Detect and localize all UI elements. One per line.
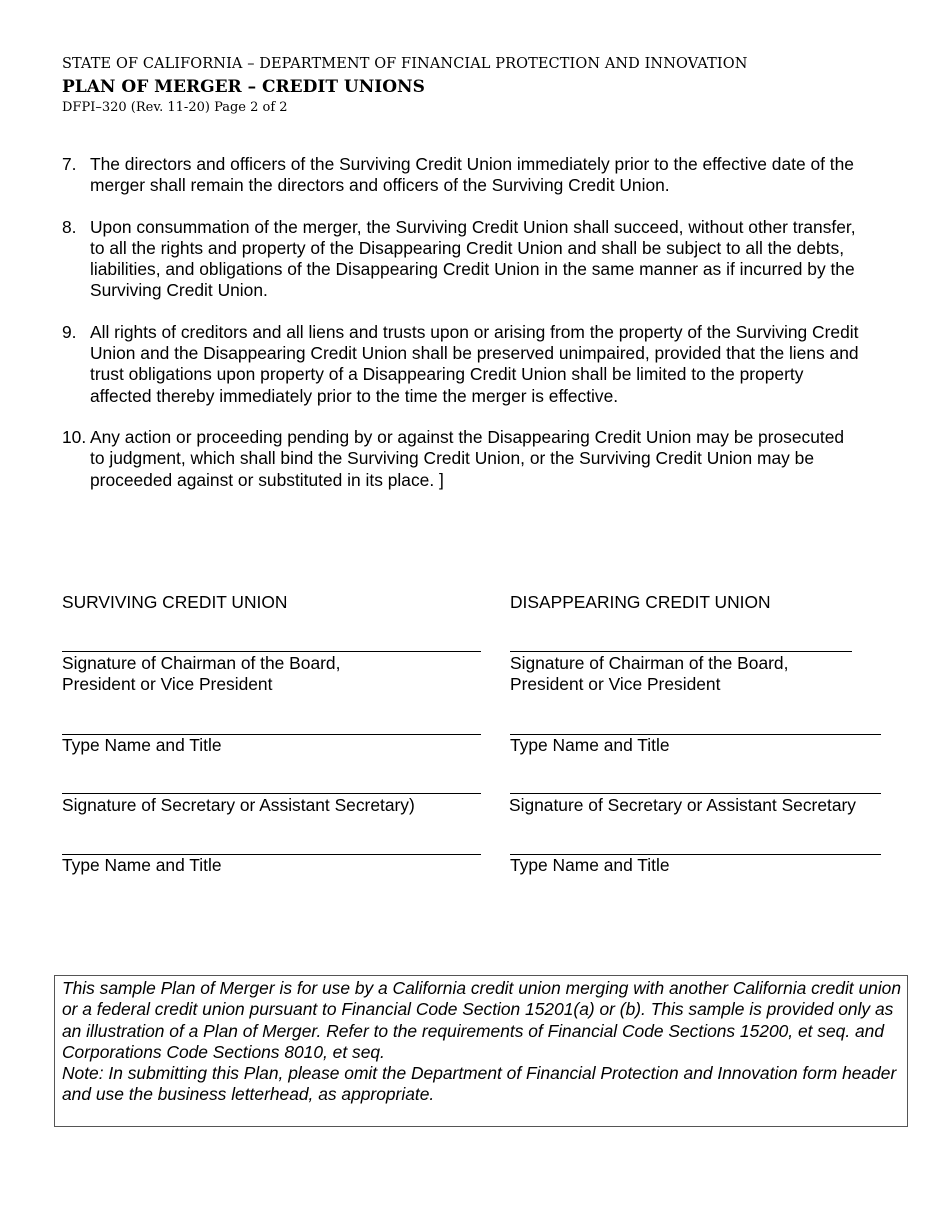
instructions-submission-note: Note: In submitting this Plan, please omit the Department of Financial Protection and Innovation form header and use the business letterhead, as appropriate.: [62, 1063, 897, 1105]
provision-text: All rights of creditors and all liens and trusts upon or arising from the property of the Surviving Credit Union and the Disappearing Credit Union shall be preserved unimpaired, provided that the liens and trust obligations upon property of a Disappearing Credit Union shall be limited to the property affected thereby immediately prior to the time the merger is effective.: [90, 321, 859, 406]
disappearing-type-name-label-2: Type Name and Title: [510, 855, 670, 875]
form-id-page: DFPI–320 (Rev. 11-20) Page 2 of 2: [62, 100, 288, 115]
disappearing-chairman-signature-line[interactable]: [510, 651, 852, 652]
disappearing-heading: DISAPPEARING CREDIT UNION: [510, 592, 771, 612]
disappearing-chairman-label-line2: President or Vice President: [510, 674, 721, 695]
surviving-chairman-label: [62, 653, 340, 696]
form-title: PLAN OF MERGER – CREDIT UNIONS: [62, 77, 425, 97]
provision-number: 9.: [62, 321, 77, 342]
provision-text: Any action or proceeding pending by or against the Disappearing Credit Union may be prosecuted to judgment, which shall bind the Surviving Credit Union, or the Surviving Credit Union may be proceeded against or substituted in its place. ]: [90, 426, 845, 490]
surviving-chairman-label-line2: President or Vice President: [62, 674, 273, 695]
provision-item-10: [62, 427, 862, 491]
provision-item-7: [62, 154, 862, 197]
surviving-type-name-label-2: Type Name and Title: [62, 855, 222, 875]
disappearing-chairman-label: [510, 653, 788, 696]
surviving-chairman-label-line1: Signature of Chairman of the Board,: [62, 653, 341, 673]
provision-item-9: [62, 322, 862, 407]
provision-number: 10.: [62, 426, 87, 447]
surviving-type-name-label-1: Type Name and Title: [62, 735, 222, 755]
provision-number: 8.: [62, 216, 77, 237]
instructions-body: This sample Plan of Merger is for use by a California credit union merging with another California credit union or a federal credit union pursuant to Financial Code Section 15201(a) or (b). This sample is provided only as an illustration of a Plan of Merger. Refer to the requirements of Financial Code Sections 15200, et seq. and Corporations Code Sections 8010, et seq.: [62, 978, 902, 1062]
disappearing-secretary-label: Signature of Secretary or Assistant Secretary: [509, 795, 857, 815]
surviving-chairman-signature-line[interactable]: [62, 651, 481, 652]
surviving-heading: SURVIVING CREDIT UNION: [62, 592, 288, 612]
provision-list: [62, 154, 862, 511]
instructions-text: [62, 978, 904, 1106]
provision-text: The directors and officers of the Surviving Credit Union immediately prior to the effective date of the merger shall remain the directors and officers of the Surviving Credit Union.: [90, 154, 854, 196]
provision-item-8: [62, 217, 862, 302]
disappearing-chairman-label-line1: Signature of Chairman of the Board,: [510, 653, 789, 673]
provision-text: Upon consummation of the merger, the Surviving Credit Union shall succeed, without other transfer, to all the rights and property of the Disappearing Credit Union and shall be subject to all the debts, liabilities, and obligations of the Disappearing Credit Union in the same manner as if incurred by the Surviving Credit Union.: [90, 216, 856, 301]
agency-header: STATE OF CALIFORNIA – DEPARTMENT OF FINANCIAL PROTECTION AND INNOVATION: [62, 56, 748, 72]
disappearing-type-name-label-1: Type Name and Title: [510, 735, 670, 755]
provision-number: 7.: [62, 154, 77, 174]
disappearing-secretary-signature-line[interactable]: [510, 793, 881, 794]
surviving-secretary-label: Signature of Secretary or Assistant Secretary): [62, 795, 415, 815]
surviving-secretary-signature-line[interactable]: [62, 793, 481, 794]
